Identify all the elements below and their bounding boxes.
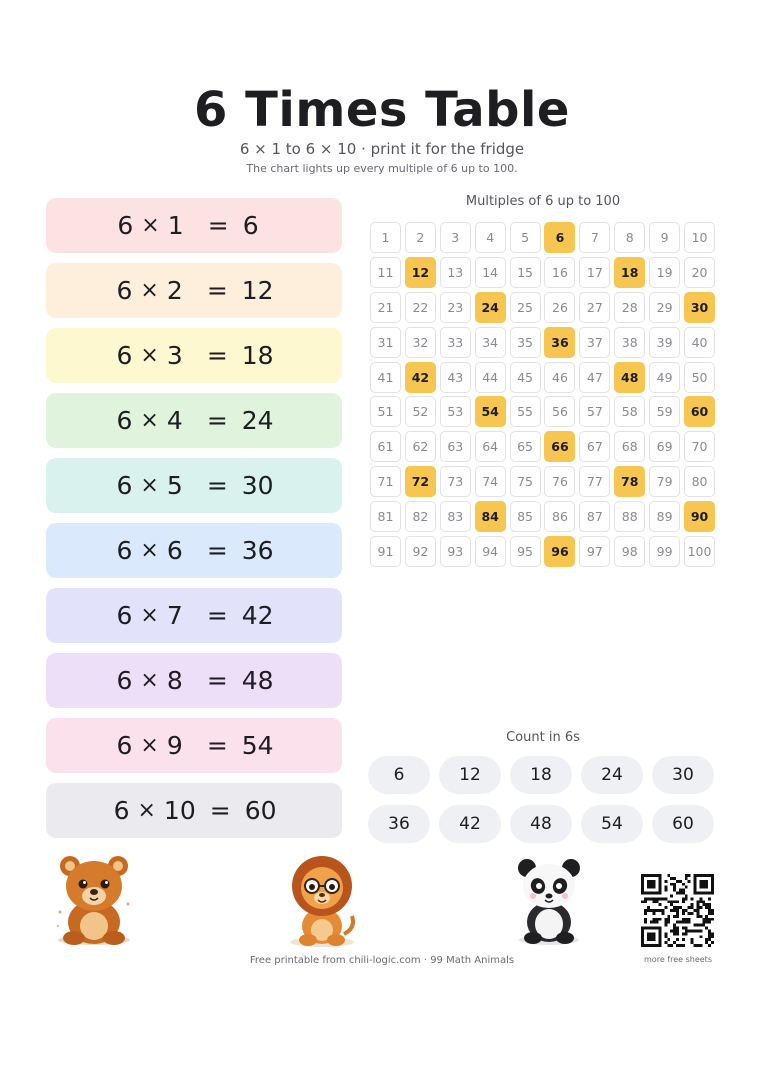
chart-cell: 80 <box>684 466 715 497</box>
page-subtitle: 6 × 1 to 6 × 10 · print it for the fridge <box>239 140 525 158</box>
chart-cell: 20 <box>684 257 715 288</box>
equals-sign: = <box>206 536 228 565</box>
chart-cell: 70 <box>684 431 715 462</box>
chart-cell: 46 <box>544 362 575 393</box>
chart-cell: 55 <box>510 396 541 427</box>
equation-factor-b: 7 <box>166 601 183 630</box>
chart-cell: 7 <box>579 222 610 253</box>
times-sign: × <box>140 473 159 498</box>
chart-cell: 100 <box>684 536 715 567</box>
chart-cell-highlighted: 84 <box>475 501 506 532</box>
chart-cell: 50 <box>684 362 715 393</box>
equation-result: 36 <box>241 536 274 565</box>
chart-cell-highlighted: 6 <box>544 222 575 253</box>
chart-cell: 4 <box>475 222 506 253</box>
chart-cell: 95 <box>510 536 541 567</box>
chart-cell: 19 <box>649 257 680 288</box>
hundred-chart <box>370 222 717 567</box>
chart-cell: 63 <box>440 431 471 462</box>
times-sign: × <box>137 798 156 823</box>
chart-cell: 9 <box>649 222 680 253</box>
chart-cell-highlighted: 42 <box>405 362 436 393</box>
equation-row <box>46 393 342 448</box>
count-pill: 18 <box>510 756 572 794</box>
chart-cell: 39 <box>649 327 680 358</box>
chart-cell: 43 <box>440 362 471 393</box>
times-sign: × <box>140 408 159 433</box>
equation-factor-b: 2 <box>166 276 183 305</box>
hundred-chart-title: Multiples of 6 up to 100 <box>465 194 621 209</box>
chart-cell: 33 <box>440 327 471 358</box>
times-sign: × <box>140 278 159 303</box>
chart-cell-highlighted: 78 <box>614 466 645 497</box>
equals-sign: = <box>207 211 229 240</box>
chart-cell: 83 <box>440 501 471 532</box>
equation-result: 6 <box>242 211 259 240</box>
equation-row <box>46 718 342 773</box>
chart-cell-highlighted: 48 <box>614 362 645 393</box>
count-by-list <box>368 756 718 843</box>
chart-cell: 61 <box>370 431 401 462</box>
chart-cell: 97 <box>579 536 610 567</box>
equation-result: 24 <box>241 406 274 435</box>
chart-cell-highlighted: 96 <box>544 536 575 567</box>
chart-cell: 62 <box>405 431 436 462</box>
chart-cell-highlighted: 12 <box>405 257 436 288</box>
equals-sign: = <box>206 341 228 370</box>
chart-cell-highlighted: 66 <box>544 431 575 462</box>
equation-row <box>46 263 342 318</box>
chart-cell: 87 <box>579 501 610 532</box>
times-sign: × <box>140 668 159 693</box>
chart-cell: 79 <box>649 466 680 497</box>
chart-cell: 1 <box>370 222 401 253</box>
page-note: The chart lights up every multiple of 6 up to 100. <box>246 162 518 175</box>
chart-cell: 13 <box>440 257 471 288</box>
chart-cell-highlighted: 30 <box>684 292 715 323</box>
chart-cell: 92 <box>405 536 436 567</box>
equation-factor-b: 9 <box>166 731 183 760</box>
chart-cell: 59 <box>649 396 680 427</box>
chart-cell: 25 <box>510 292 541 323</box>
equation-result: 48 <box>241 666 274 695</box>
chart-cell: 75 <box>510 466 541 497</box>
equation-result: 60 <box>244 796 277 825</box>
chart-cell: 52 <box>405 396 436 427</box>
chart-cell: 82 <box>405 501 436 532</box>
chart-cell-highlighted: 18 <box>614 257 645 288</box>
chart-cell: 28 <box>614 292 645 323</box>
chart-cell: 2 <box>405 222 436 253</box>
footer-text: Free printable from chili-logic.com · 99 Math Animals <box>249 955 515 966</box>
count-pill: 36 <box>368 805 430 843</box>
equation-row <box>46 198 342 253</box>
chart-cell-highlighted: 72 <box>405 466 436 497</box>
equation-result: 18 <box>241 341 274 370</box>
chart-cell: 27 <box>579 292 610 323</box>
chart-cell: 71 <box>370 466 401 497</box>
equation-row <box>46 783 342 838</box>
times-sign: × <box>140 538 159 563</box>
equation-factor-a: 6 <box>116 731 133 760</box>
count-pill: 12 <box>439 756 501 794</box>
equation-factor-b: 3 <box>166 341 183 370</box>
chart-cell: 8 <box>614 222 645 253</box>
equation-factor-b: 1 <box>167 211 184 240</box>
equals-sign: = <box>206 666 228 695</box>
chart-cell: 45 <box>510 362 541 393</box>
count-pill: 6 <box>368 756 430 794</box>
chart-cell: 88 <box>614 501 645 532</box>
chart-cell: 47 <box>579 362 610 393</box>
times-sign: × <box>140 733 159 758</box>
equation-row <box>46 523 342 578</box>
chart-cell: 5 <box>510 222 541 253</box>
chart-cell: 14 <box>475 257 506 288</box>
chart-cell: 56 <box>544 396 575 427</box>
chart-cell: 37 <box>579 327 610 358</box>
chart-cell-highlighted: 36 <box>544 327 575 358</box>
equation-factor-a: 6 <box>116 341 133 370</box>
chart-cell: 77 <box>579 466 610 497</box>
equation-factor-a: 6 <box>117 211 134 240</box>
times-sign: × <box>140 343 159 368</box>
equation-factor-b: 8 <box>166 666 183 695</box>
chart-cell: 64 <box>475 431 506 462</box>
chart-cell: 3 <box>440 222 471 253</box>
chart-cell-highlighted: 90 <box>684 501 715 532</box>
equation-factor-a: 6 <box>116 601 133 630</box>
chart-cell: 53 <box>440 396 471 427</box>
count-pill: 24 <box>581 756 643 794</box>
count-pill: 30 <box>652 756 714 794</box>
chart-cell: 34 <box>475 327 506 358</box>
chart-cell: 16 <box>544 257 575 288</box>
chart-cell: 41 <box>370 362 401 393</box>
chart-cell: 11 <box>370 257 401 288</box>
equation-row <box>46 653 342 708</box>
equals-sign: = <box>206 471 228 500</box>
chart-cell: 94 <box>475 536 506 567</box>
equation-row <box>46 588 342 643</box>
chart-cell: 74 <box>475 466 506 497</box>
chart-cell: 49 <box>649 362 680 393</box>
chart-cell: 91 <box>370 536 401 567</box>
chart-cell: 81 <box>370 501 401 532</box>
chart-cell: 35 <box>510 327 541 358</box>
equals-sign: = <box>206 601 228 630</box>
chart-cell: 67 <box>579 431 610 462</box>
times-sign: × <box>141 213 160 238</box>
chart-cell: 26 <box>544 292 575 323</box>
count-pill: 48 <box>510 805 572 843</box>
equation-result: 42 <box>241 601 274 630</box>
chart-cell: 76 <box>544 466 575 497</box>
count-pill: 60 <box>652 805 714 843</box>
chart-cell: 15 <box>510 257 541 288</box>
chart-cell: 93 <box>440 536 471 567</box>
chart-cell: 17 <box>579 257 610 288</box>
bear-icon <box>52 852 136 948</box>
equation-result: 12 <box>241 276 274 305</box>
chart-cell-highlighted: 54 <box>475 396 506 427</box>
panda-icon <box>513 856 585 946</box>
chart-cell-highlighted: 60 <box>684 396 715 427</box>
chart-cell: 10 <box>684 222 715 253</box>
chart-cell: 32 <box>405 327 436 358</box>
chart-cell: 21 <box>370 292 401 323</box>
chart-cell: 29 <box>649 292 680 323</box>
page-title: 6 Times Table <box>194 82 570 138</box>
chart-cell: 40 <box>684 327 715 358</box>
count-pill: 42 <box>439 805 501 843</box>
equation-factor-b: 5 <box>166 471 183 500</box>
equation-list <box>46 198 342 848</box>
chart-cell: 73 <box>440 466 471 497</box>
equation-factor-b: 4 <box>166 406 183 435</box>
equation-result: 30 <box>241 471 274 500</box>
equation-result: 54 <box>241 731 274 760</box>
chart-cell: 23 <box>440 292 471 323</box>
chart-cell: 85 <box>510 501 541 532</box>
chart-cell: 65 <box>510 431 541 462</box>
equation-factor-a: 6 <box>113 796 130 825</box>
equation-factor-b: 6 <box>166 536 183 565</box>
equation-row <box>46 458 342 513</box>
chart-cell: 99 <box>649 536 680 567</box>
equals-sign: = <box>206 731 228 760</box>
chart-cell: 51 <box>370 396 401 427</box>
chart-cell: 68 <box>614 431 645 462</box>
count-pill: 54 <box>581 805 643 843</box>
chart-cell: 38 <box>614 327 645 358</box>
equation-factor-a: 6 <box>116 406 133 435</box>
chart-cell: 69 <box>649 431 680 462</box>
chart-cell: 89 <box>649 501 680 532</box>
chart-cell: 58 <box>614 396 645 427</box>
chart-cell: 98 <box>614 536 645 567</box>
equation-factor-b: 10 <box>163 796 196 825</box>
chart-cell: 31 <box>370 327 401 358</box>
chart-cell-highlighted: 24 <box>475 292 506 323</box>
lion-icon <box>284 854 360 948</box>
equals-sign: = <box>206 276 228 305</box>
chart-cell: 57 <box>579 396 610 427</box>
equation-factor-a: 6 <box>116 666 133 695</box>
chart-cell: 86 <box>544 501 575 532</box>
equals-sign: = <box>206 406 228 435</box>
equation-factor-a: 6 <box>116 536 133 565</box>
chart-cell: 22 <box>405 292 436 323</box>
chart-cell: 44 <box>475 362 506 393</box>
qr-caption: more free sheets <box>644 955 712 964</box>
times-sign: × <box>140 603 159 628</box>
equation-factor-a: 6 <box>116 471 133 500</box>
count-by-title: Count in 6s <box>506 730 580 745</box>
equals-sign: = <box>209 796 231 825</box>
qr-code-icon <box>641 874 714 947</box>
equation-factor-a: 6 <box>116 276 133 305</box>
equation-row <box>46 328 342 383</box>
